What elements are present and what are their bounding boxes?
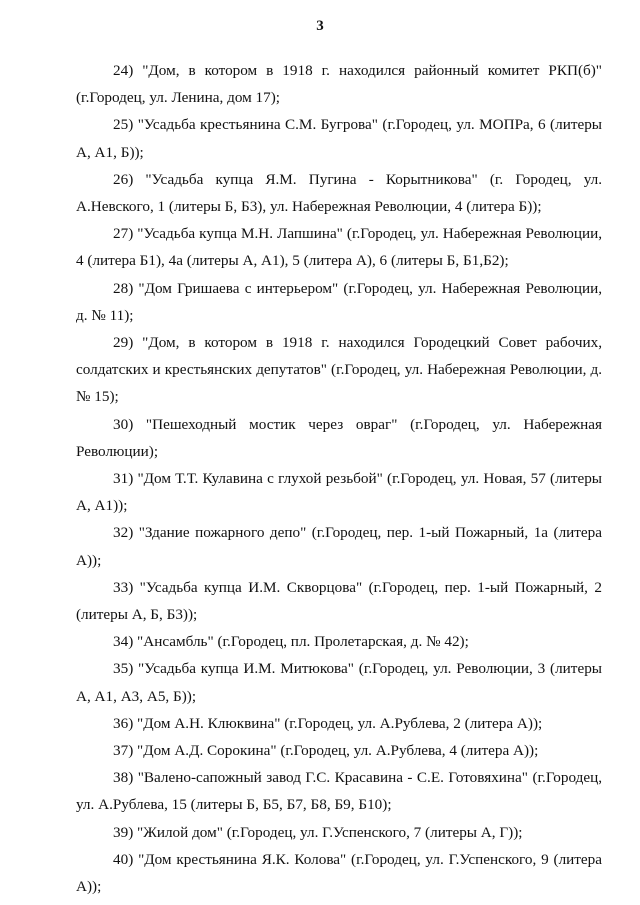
list-item: 25) "Усадьба крестьянина С.М. Бугрова" (г.Городец, ул. МОПРа, 6 (литеры А, А1, Б)); (76, 116, 602, 161)
list-item: 26) "Усадьба купца Я.М. Пугина - Корытникова" (г. Городец, ул. А.Невского, 1 (литеры Б, Б3), ул. Набережная Революции, 4 (литера Б)); (76, 170, 602, 216)
entries-list (76, 57, 602, 900)
list-item: 30) "Пешеходный мостик через овраг" (г.Городец, ул. Набережная Революции); (76, 415, 602, 460)
list-item: 33) "Усадьба купца И.М. Скворцова" (г.Городец, пер. 1-ый Пожарный, 2 (литеры А, Б, Б3)); (76, 578, 602, 624)
list-item: 38) "Валено-сапожный завод Г.С. Красавина - С.Е. Готовяхина" (г.Городец, ул. А.Рублева, 15 (литеры Б, Б5, Б7, Б8, Б9, Б10); (76, 769, 602, 814)
list-item: 36) "Дом А.Н. Клюквина" (г.Городец, ул. А.Рублева, 2 (литера А)); (113, 714, 543, 732)
list-item: 31) "Дом Т.Т. Кулавина с глухой резьбой" (г.Городец, ул. Новая, 57 (литеры А, А1)); (76, 470, 602, 515)
list-item: 35) "Усадьба купца И.М. Митюкова" (г.Городец, ул. Революции, 3 (литеры А, А1, А3, А5, Б)); (76, 660, 602, 705)
page-number: 3 (316, 18, 324, 34)
list-item: 27) "Усадьба купца М.Н. Лапшина" (г.Городец, ул. Набережная Революции, 4 (литера Б1), 4а (литеры А, А1), 5 (литера А), 6 (литеры Б, Б1,Б2); (76, 225, 602, 270)
list-item: 32) "Здание пожарного депо" (г.Городец, пер. 1-ый Пожарный, 1а (литера А)); (76, 524, 602, 569)
list-item: 37) "Дом А.Д. Сорокина" (г.Городец, ул. А.Рублева, 4 (литера А)); (113, 742, 539, 760)
list-item: 29) "Дом, в котором в 1918 г. находился Городецкий Совет рабочих, солдатских и крестьянских депутатов" (г.Городец, ул. Набережная Революции, д. № 15); (76, 334, 602, 406)
list-item: 24) "Дом, в котором в 1918 г. находился районный комитет РКП(б)" (г.Городец, ул. Ленина, дом 17); (76, 62, 602, 107)
list-item: 39) "Жилой дом" (г.Городец, ул. Г.Успенского, 7 (литеры А, Г)); (113, 823, 523, 841)
list-item: 34) "Ансамбль" (г.Городец, пл. Пролетарская, д. № 42); (113, 633, 469, 651)
list-item: 28) "Дом Гришаева с интерьером" (г.Городец, ул. Набережная Революции, д. № 11); (76, 279, 602, 324)
list-item: 40) "Дом крестьянина Я.К. Колова" (г.Городец, ул. Г.Успенского, 9 (литера А)); (76, 850, 602, 896)
